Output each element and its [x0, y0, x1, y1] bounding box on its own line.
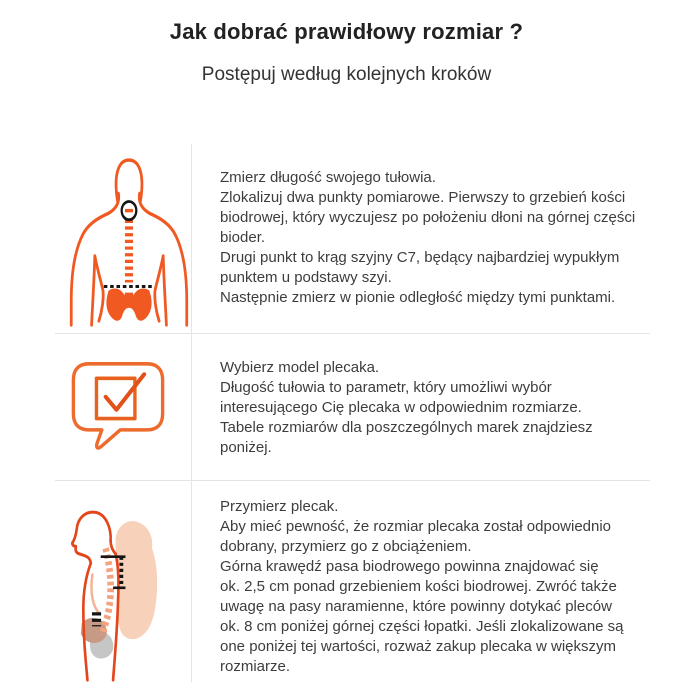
- step2-text: [192, 334, 603, 480]
- step-try-on-backpack: [0, 481, 693, 682]
- step-text-line: dobrany, przymierz go z obciążeniem.: [220, 538, 472, 555]
- step-text-line: Drugi punkt to krąg szyjny C7, będący najbardziej wypukłym: [220, 249, 620, 266]
- step-text-line: Aby mieć pewność, że rozmiar plecaka został odpowiednio: [220, 518, 612, 535]
- step1-text: [192, 144, 645, 333]
- step2-icon-cell: [0, 334, 192, 480]
- step-text-line: biodrowej, który wyczujesz po położeniu dłoni na górnej części: [220, 209, 636, 226]
- step-text-line: poniżej.: [220, 439, 272, 456]
- step-text-line: ok. 8 cm poniżej górnej części łopatki. Jeśli zlokalizowane są: [220, 618, 624, 635]
- step-text-line: rozmiarze.: [220, 658, 291, 675]
- step-text-line: Długość tułowia to parametr, który umożliwi wybór: [220, 379, 552, 396]
- step-choose-model: [0, 334, 693, 480]
- step-text-line: uwagę na pasy naramienne, które powinny dotykać pleców: [220, 598, 612, 615]
- step-text-line: Zmierz długość swojego tułowia.: [220, 169, 436, 186]
- step3-text: [192, 481, 634, 682]
- torso-spine-measurement-icon: [68, 157, 190, 329]
- step-text-line: Przymierz plecak.: [220, 498, 339, 515]
- speech-bubble-checkmark-icon: [68, 359, 168, 454]
- step-text-line: ok. 2,5 cm ponad grzebieniem kości biodrowej. Zwróć także: [220, 578, 617, 595]
- backpack-side-fit-icon: [61, 503, 185, 682]
- step-text-line: interesującego Cię plecaka w odpowiednim rozmiarze.: [220, 399, 582, 416]
- steps-list: [0, 144, 693, 682]
- step-text-line: Tabele rozmiarów dla poszczególnych marek znajdziesz: [220, 419, 593, 436]
- step-measure-torso: [0, 144, 693, 333]
- step3-icon-cell: [0, 481, 192, 682]
- step-text-line: Następnie zmierz w pionie odległość między tymi punktami.: [220, 289, 616, 306]
- step-text-line: Zlokalizuj dwa punkty pomiarowe. Pierwszy to grzebień kości: [220, 189, 626, 206]
- step-text-line: Wybierz model plecaka.: [220, 359, 380, 376]
- page-title: Jak dobrać prawidłowy rozmiar ?: [169, 19, 524, 44]
- step-text-line: Górna krawędź pasa biodrowego powinna znajdować się: [220, 558, 599, 575]
- step1-icon-cell: [0, 144, 192, 333]
- step-text-line: one poniżej tej wartości, rozważ zakup plecaka w większym: [220, 638, 616, 655]
- step-text-line: punktem u podstawy szyi.: [220, 269, 392, 286]
- step-text-line: bioder.: [220, 229, 266, 246]
- page-subtitle: Postępuj według kolejnych kroków: [201, 64, 492, 85]
